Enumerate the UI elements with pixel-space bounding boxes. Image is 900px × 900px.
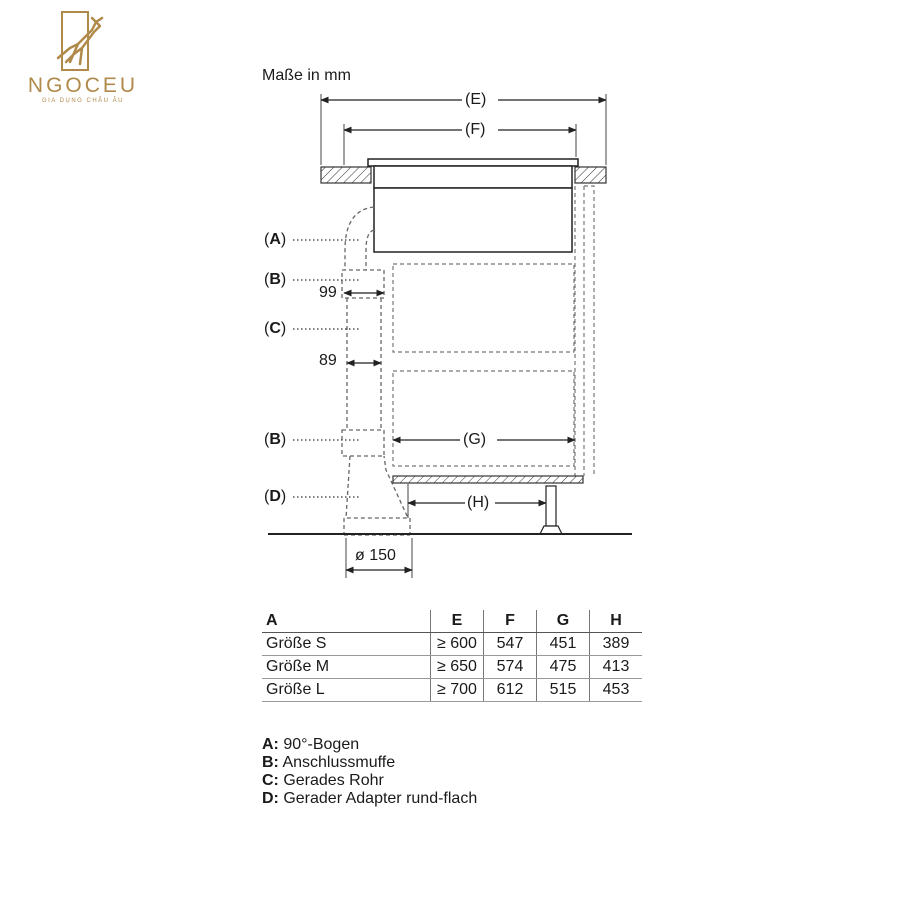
table-cell: 574	[484, 656, 537, 679]
cabinet-bottom	[393, 476, 583, 483]
callout-a: (A)	[264, 231, 287, 248]
callout-c: (C)	[264, 320, 287, 337]
connector-b2	[342, 430, 384, 456]
table-cell: ≥ 600	[431, 633, 484, 656]
hob-glass	[368, 159, 578, 166]
drawer-upper	[393, 264, 574, 352]
dim-e-label: (E)	[465, 91, 487, 108]
dim-h-label: (H)	[467, 494, 490, 511]
dim-99-label: 99	[319, 284, 337, 301]
table-row	[262, 633, 642, 656]
worktop-right	[575, 167, 606, 183]
legend-item: B: Anschlussmuffe	[262, 754, 396, 771]
table-cell: 453	[590, 679, 643, 702]
legend-item: A: 90°-Bogen	[262, 736, 360, 753]
table-cell: 413	[590, 656, 643, 679]
legend-item: D: Gerader Adapter rund-flach	[262, 790, 478, 807]
table-cell: ≥ 700	[431, 679, 484, 702]
elbow-a	[345, 207, 374, 270]
dim-89-label: 89	[319, 352, 337, 369]
dim-g-label: (G)	[463, 431, 487, 448]
table-header: E	[431, 610, 484, 633]
table-cell: 547	[484, 633, 537, 656]
table-cell: 475	[537, 656, 590, 679]
table-cell: Größe S	[262, 633, 431, 656]
table-row	[262, 656, 642, 679]
size-table	[262, 610, 642, 702]
dim-f-label: (F)	[465, 121, 486, 138]
table-cell: 612	[484, 679, 537, 702]
table-cell: 389	[590, 633, 643, 656]
table-cell: 515	[537, 679, 590, 702]
pipe-c	[347, 298, 381, 430]
table-cell: 451	[537, 633, 590, 656]
logo-tagline: GIA DỤNG CHÂU ÂU	[41, 98, 124, 104]
table-header: A	[262, 610, 431, 633]
table-header: H	[590, 610, 643, 633]
table-cell: Größe M	[262, 656, 431, 679]
hob-body	[374, 166, 572, 188]
worktop-left	[321, 167, 371, 183]
units-label: Maße in mm	[262, 67, 351, 84]
callout-b1: (B)	[264, 271, 287, 288]
table-header-row	[262, 610, 642, 633]
table-header: G	[537, 610, 590, 633]
cabinet-side	[575, 186, 594, 476]
logo-name: NGOCEU	[27, 74, 139, 97]
connector-b1	[342, 270, 384, 298]
table-row	[262, 679, 642, 702]
drawer-lower	[393, 371, 574, 466]
dim-150-label: ø 150	[355, 547, 396, 564]
table-header: F	[484, 610, 537, 633]
fan-unit	[374, 188, 572, 252]
plinth-foot	[540, 526, 562, 534]
callout-d: (D)	[264, 488, 287, 505]
table-cell: Größe L	[262, 679, 431, 702]
table-cell: ≥ 650	[431, 656, 484, 679]
legend-item: C: Gerades Rohr	[262, 772, 384, 789]
callout-b2: (B)	[264, 431, 287, 448]
plinth-leg	[546, 486, 556, 526]
adapter-d	[344, 456, 410, 535]
legend	[262, 736, 477, 808]
